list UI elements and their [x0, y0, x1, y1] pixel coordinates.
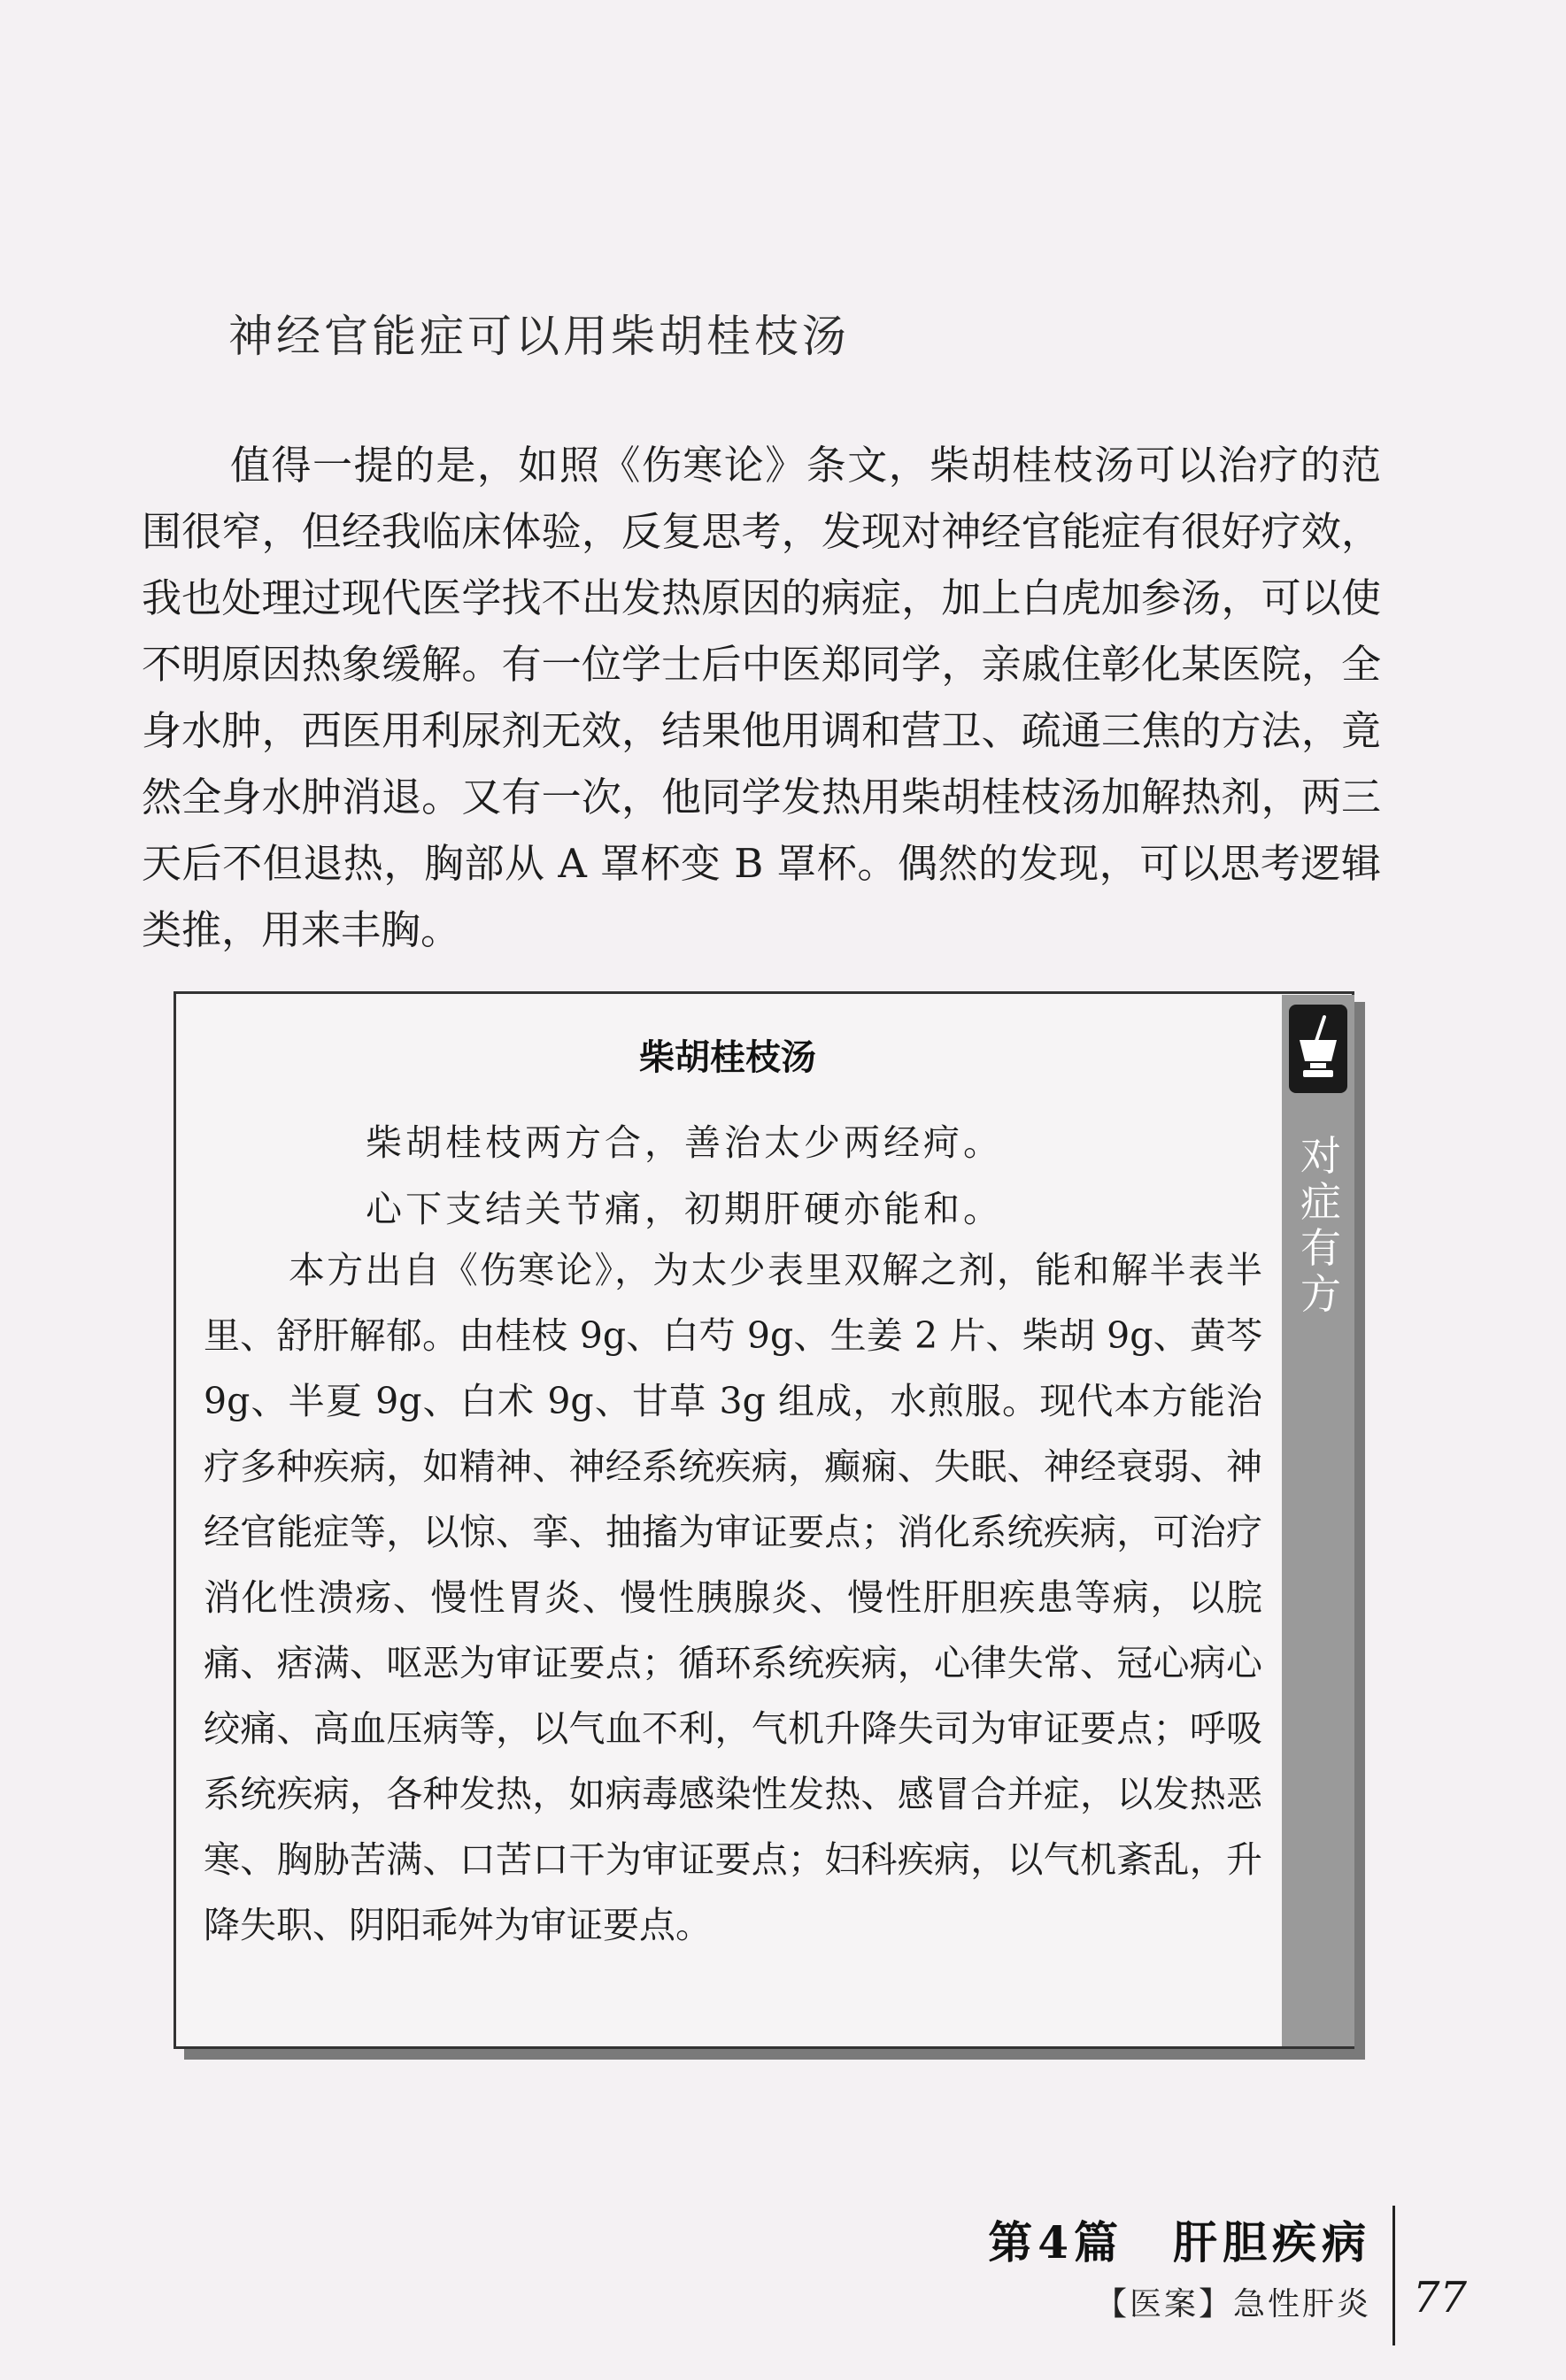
footer-subtitle: 【医案】急性肝炎 [1094, 2286, 1371, 2322]
mortar-pestle-icon [1289, 1005, 1347, 1093]
recipe-title: 柴胡桂枝汤 [639, 1037, 816, 1078]
page-number: 77 [1413, 2273, 1468, 2322]
sidebar-label: 对症有方 [1300, 1132, 1341, 1318]
body-paragraph: 值得一提的是，如照《伤寒论》条文，柴胡桂枝汤可以治疗的范围很窄，但经我临床体验，反复思考，发现对神经官能症有很好疗效，我也处理过现代医学找不出发热原因的病症，加上白虎加参汤，可以使不明原因热象缓解。有一位学士后中医郑同学，亲戚住彰化某医院，全身水肿，西医用利尿剂无效，结果他用调和营卫、疏通三焦的方法，竟然全身水肿消退。又有一次，他同学发热用柴胡桂枝汤加解热剂，两三天后不但退热，胸部从 A 罩杯变 B 罩杯。偶然的发现，可以思考逻辑类推，用来丰胸。 [142, 442, 1381, 953]
section-heading: 神经官能症可以用柴胡桂枝汤 [228, 311, 850, 362]
footer-divider [1392, 2206, 1395, 2345]
poem-line: 心下支结关节痛，初期肝硬亦能和。 [366, 1188, 1003, 1230]
recipe-description: 本方出自《伤寒论》，为太少表里双解之剂，能和解半表半里、舒肝解郁。由桂枝 9g、白芍 9g、生姜 2 片、柴胡 9g、黄芩 9g、半夏 9g、白术 9g、甘草 3g 组成，水煎服。现代本方能治疗多种疾病，如精神、神经系统疾病，癫痫、失眠、神经衰弱、神经官能症等，以惊、挛、抽搐为审证要点；消化系统疾病，可治疗消化性溃疡、慢性胃炎、慢性胰腺炎、慢性肝胆疾患等病，以脘痛、痞满、呕恶为审证要点；循环系统疾病，心律失常、冠心病心绞痛、高血压病等，以气血不利，气机升降失司为审证要点；呼吸系统疾病，各种发热，如病毒感染性发热、感冒合并症，以发热恶寒、胸胁苦满、口苦口干为审证要点；妇科疾病，以气机紊乱，升降失职、阴阳乖舛为审证要点。 [204, 1249, 1262, 1946]
poem-line: 柴胡桂枝两方合，善治太少两经疴。 [366, 1121, 1003, 1164]
footer-part-title: 第4篇 肝胆疾病 [988, 2216, 1371, 2268]
